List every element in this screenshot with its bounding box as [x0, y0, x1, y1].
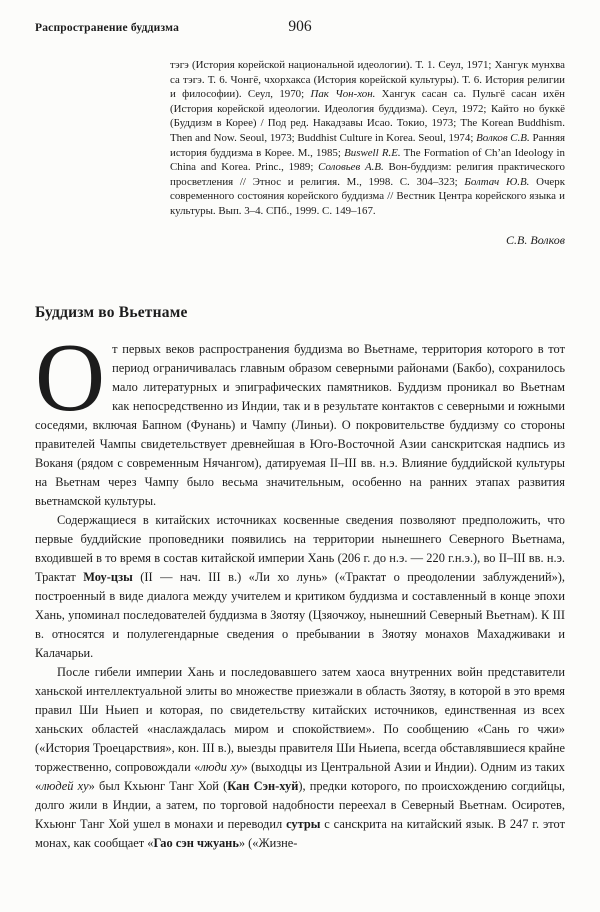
body-paragraph [35, 323, 565, 511]
article-body [35, 323, 566, 853]
paragraph-text: т первых веков распространения буддизма во Вьетнаме, территория которого в тот период ограничивалась главным образом северными районами (Бакбо), сохранилось мало литературных и эпиграфических памятников. Буддизм проникал во Вьетнам как непосредственно из Индии, так и в результате контактов с северными и южными соседями, включая Бапном (Фунань) и Чампу (Линьи). О покровительстве буддизму со стороны правителей Чампы свидетельствует древнейшая в Юго-Восточной Азии санскритская надпись из Воканя (рядом с современным Нячангом), датируемая II–III вв. н.э. Влияние буддийской культуры на Вьетнам через Чампу было весьма значительным, особенно на ранних этапах развития вьетнамской культуры. [35, 341, 565, 508]
body-paragraph: Содержащиеся в китайских источниках косвенные сведения позволяют предположить, что первые буддийские проповедники появились на территории нынешнего Северного Вьетнама, входившей в то время в состав китайской империи Хань (206 г. до н.э. — 220 г.н.э.), во II–III вв. н.э. Трактат Моу-цзы (II — нач. III в.) «Ли хо лунь» («Трактат о преодолении заблуждений»), построенный в виде диалога между учителем и критиком буддизма и составленный в конце эпохи Хань, упоминал последователей буддизма в Зяотяу (Цзяочжоу, нынешний Северный Вьетнам). К III в. относятся и полулегендарные сведения о пребывании в Зяотяу монахов Махадживаки и Калачарьи. [35, 512, 566, 660]
running-title: Распространение буддизма [35, 22, 180, 34]
author-signature: С.В. Волков [506, 232, 565, 247]
drop-cap: О [35, 323, 106, 431]
section-heading: Буддизм во Вьетнаме [35, 303, 188, 321]
page-number: 906 [288, 18, 312, 35]
bibliography-continuation: тэгэ (История корейской национальной идеологии). Т. 1. Сеул, 1971; Хангук мунхва са тэгэ. Т. 6. Чонгё, чхорхакса (История корейской культуры). Т. 6. История религии и философии). Сеул, 1970; Пак Чон-хон. Хангук сасан са. Пульгё сасан ихён (История корейской идеологии. Идеология буддизма). Сеул, 1972; Кайто но буккё (Буддизм в Корее) / Под ред. Накадзавы Исао. Токио, 1973; The Korean Buddhism. Then and Now. Seoul, 1973; Buddhist Culture in Korea. Seoul, 1974; Волков С.В. Ранняя история буддизма в Корее. М., 1985; Buswell R.E. The Formation of Ch’an Ideology in China and Korea. Princ., 1989; Соловьев А.В. Вон-буддизм: религия практического просветления // Этнос и религия. М., 1998. С. 304–323; Болтач Ю.В. Очерк современного состояния корейского буддизма // Вестник Центра корейского языка и культуры. Вып. 3–4. СПб., 1999. С. 149–167. [170, 59, 566, 217]
page-header [35, 18, 565, 42]
body-paragraph: После гибели империи Хань и последовавшего затем хаоса внутренних войн представители ханьской интеллектуальной элиты во множестве приезжали в область Зяотяу, в которой в это время правил Ши Ньиеп и которая, по свидетельству китайских источников, единственная из всех ханьских областей «наслаждалась миром и спокойствием». По сообщению «Сань го чжи» («История Троецарствия», кон. III в.), выезды правителя Ши Ньиепа, всегда обставлявшиеся крайне торжественно, сопровождали «люди ху» (выходцы из Центральной Азии и Индии). Одним из таких «людей ху» был Кхьюнг Танг Хой (Кан Сэн-хуй), предки которого, по происхождению согдийцы, долго жили в Индии, а затем, по торговой надобности переехал в Северный Вьетнам. Осиротев, Кхьюнг Танг Хой ушел в монахи и переводил сутры с санскрита на китайский язык. В 247 г. этот монах, как сообщает «Гао сэн чжуань» («Жизне- [35, 664, 566, 850]
